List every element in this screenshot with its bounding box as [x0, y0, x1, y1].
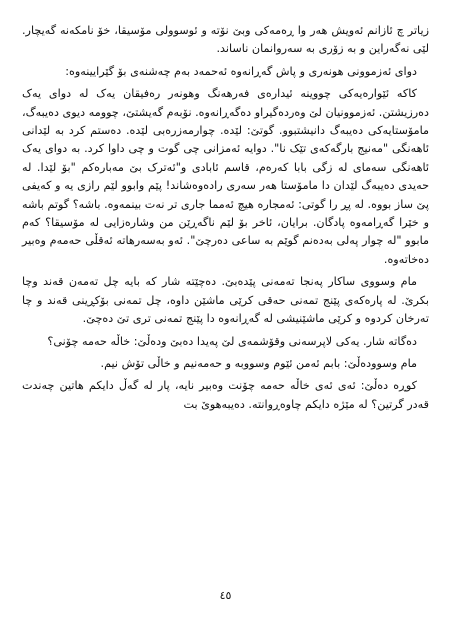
- paragraph-6: مام وسوودەڵێ: بابم ئەمن ئێوم وسووبە و حەمەنیم و خاڵی تۆش نیم.: [100, 356, 417, 370]
- paragraph-4: مام وسووی ساکار پەنجا تەمەنی پێدەبێ. دەچێتە شار کە بایە چل تەمەن قەند وچا بکرێ. لە پارەکەی پێنج تمەنی حەقی کرێی ماشێن داوە، چل تمەنی بۆکڕینی قەند و چا تەرخان کردوە و کرێی ماشێنیشی لە گەڕانەوە دا پێنج تمەنی تری تێ دەچێ.: [22, 275, 429, 326]
- paragraph-2: دوای ئەزموونی هونەری و پاش گەڕانەوە ئەحمەد بەم چەشنەی بۆ گێرایینەوە:: [65, 64, 417, 78]
- page-body: [22, 22, 429, 414]
- paragraph-3: کاکە ئێوارەیەکی چووینە ئیدارەی فەرهەنگ وهونەر رەفیقان یەک لە دوای یەک دەرزیشتن. ئەزموونیان لێ وەردەگیراو دەگەڕانەوە. نۆبەم گەیشتێ، چوومە دیوی دەیبەگ، مامۆستایەکی دەیبەگ دانیشتبوو. گوتێ: لێدە. چوارمەزرەبی لێدە. دەستم کرد بە لێدانی ئاهەنگی "مەنیج بارگەکەی تێک نا". دوایە ئەمزانی چی گوت و چی داوا کرد. بە دوای یەک ئاهەنگی سەمای لە زگی بابا کەرەم، قاسم ئابادی و"ئەترک بێ مەبارەکم "بۆ لێدا. لە حەیدی دەیبەگ لێدان دا مامۆستا هەر سەری رادەوەشاند! پێم وابوو لێم رازی یە و کەیفی پێ ساز بووە. لە پڕ را گوتی: ئەمجارە هیچ ئەمما جاری تر نەت بینمەوە. باشە؟ گوتم باشە و خێرا گەڕامەوە پادگان. برایان، ئاخر بۆ لێم ناگەڕێن من وشارەزایی لە مۆسیقا؟ کەم مابوو "لە چوار پەلی بەدەنم گوێم بە ساعی دەرچێ". ئەو بەسەرهاتە ئەقڵی حەمەم وەبیر دەخاتەوە.: [22, 87, 429, 266]
- paragraph-5: دەگاتە شار. یەکی لاپرسەنی وقۆشمەی لێ پەیدا دەبێ ودەڵێ: خاڵە حەمە چۆنی؟: [47, 334, 417, 348]
- paragraph-7: کوڕە دەڵێ: ئەی ئەی خاڵە حەمە چۆنت وەبیر نایە، پار لە گەڵ دایکم هاتین چەندت قەدر گرتین؟ لە مێژە دایکم چاوەڕوانتە. دەیبەهوێ بت: [22, 379, 429, 411]
- page-number: ٤٥: [219, 589, 232, 602]
- paragraph-1: زیاتر چ ئازانم ئەویش هەر وا ڕەمەکی وبێ نۆتە و ئوسوولی مۆسیقا، خۆ نامکەنە گەیچار. لێی نەگەراین و بە زۆری بە سەروانمان ناساند.: [22, 24, 429, 56]
